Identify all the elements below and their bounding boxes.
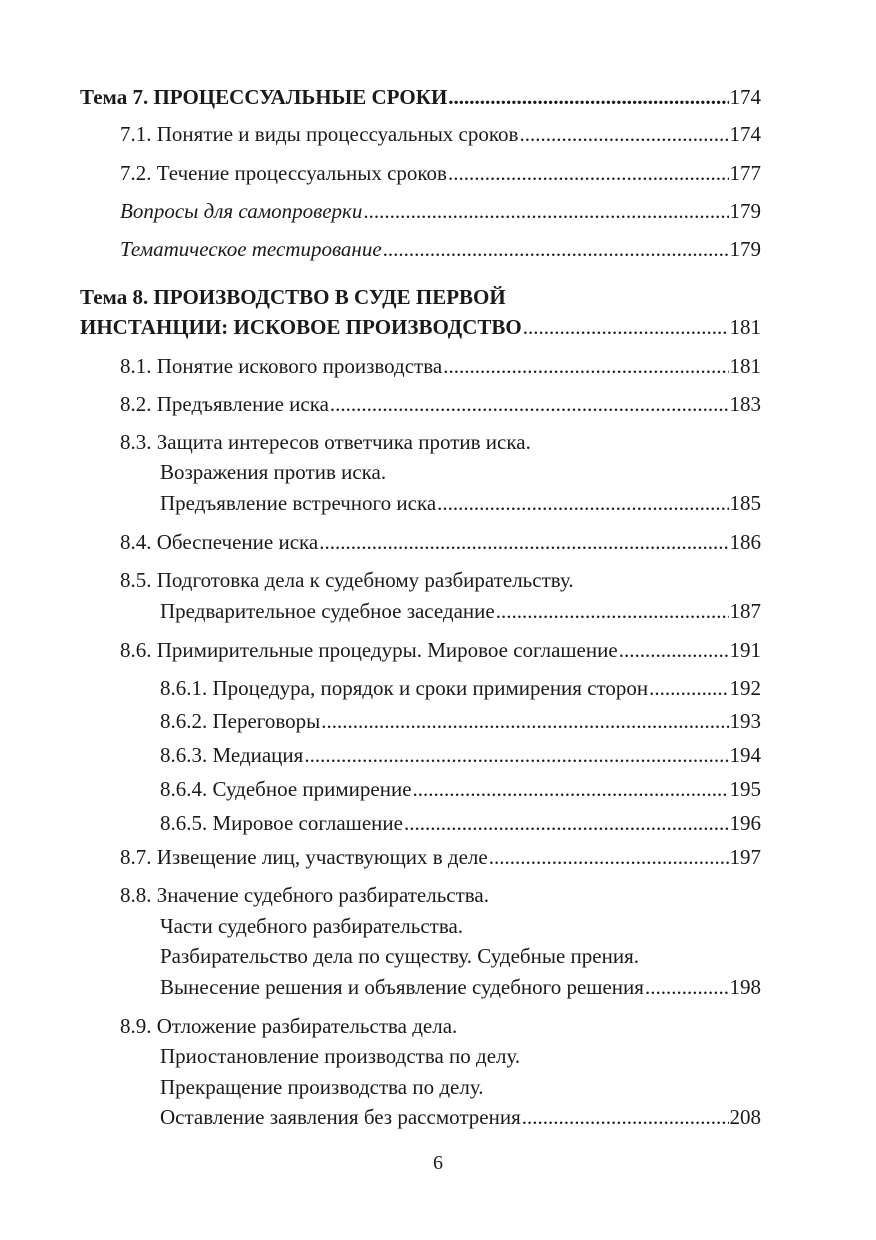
toc-item-8-8-line1: 8.8. Значение судебного разбирательства. <box>120 883 489 907</box>
dot-leader <box>304 740 728 770</box>
dot-leader <box>383 234 729 264</box>
toc-title: Тематическое тестирование <box>120 237 382 261</box>
toc-page: 186 <box>729 530 761 554</box>
toc-item-8-7[interactable] <box>120 842 761 872</box>
toc-page: 174 <box>729 85 761 109</box>
toc-title: Вынесение решения и объявление судебного решения <box>160 975 644 999</box>
toc-title: 8.6.1. Процедура, порядок и сроки примирения сторон <box>160 676 649 700</box>
toc-item-8-9-line1: 8.9. Отложение разбирательства дела. <box>120 1014 458 1038</box>
dot-leader <box>496 596 729 626</box>
dot-leader <box>448 82 728 112</box>
toc-item-8-6-1[interactable] <box>160 673 761 703</box>
toc-page: 179 <box>729 237 761 261</box>
dot-leader <box>443 351 728 381</box>
toc-item-8-6[interactable] <box>120 635 761 665</box>
toc-item-8-9[interactable] <box>160 1102 761 1132</box>
toc-title: 8.7. Извещение лиц, участвующих в деле <box>120 845 488 869</box>
dot-leader <box>489 842 729 872</box>
toc-title: ИНСТАНЦИИ: ИСКОВОЕ ПРОИЗВОДСТВО <box>80 315 522 339</box>
toc-title: 8.6.4. Судебное примирение <box>160 777 412 801</box>
toc-title: 8.6.3. Медиация <box>160 743 304 767</box>
toc-page: 183 <box>729 392 761 416</box>
toc-title: 7.1. Понятие и виды процессуальных сроков <box>120 122 519 146</box>
toc-topic-8-line1: Тема 8. ПРОИЗВОДСТВО В СУДЕ ПЕРВОЙ <box>80 285 506 309</box>
toc-title: Предварительное судебное заседание <box>160 599 495 623</box>
page-number: 6 <box>433 1152 443 1174</box>
toc-title: Вопросы для самопроверки <box>120 199 363 223</box>
toc-item-8-8[interactable] <box>160 972 761 1002</box>
toc-title: 8.6. Примирительные процедуры. Мировое соглашение <box>120 638 618 662</box>
dot-leader <box>363 196 728 226</box>
toc-item-8-6-3[interactable] <box>160 740 761 770</box>
toc-item-8-6-4[interactable] <box>160 774 761 804</box>
toc-item-8-2[interactable] <box>120 389 761 419</box>
toc-page: 197 <box>729 845 761 869</box>
toc-page: 179 <box>729 199 761 223</box>
toc-item-7-1[interactable] <box>120 119 761 149</box>
toc-title: Предъявление встречного иска <box>160 491 437 515</box>
toc-page: 177 <box>729 161 761 185</box>
toc-title: Тема 7. ПРОЦЕССУАЛЬНЫЕ СРОКИ <box>80 85 448 109</box>
toc-item-8-3-line1: 8.3. Защита интересов ответчика против иска. <box>120 430 531 454</box>
toc-item-7-review[interactable] <box>120 196 761 226</box>
toc-item-8-8-line3: Разбирательство дела по существу. Судебные прения. <box>160 944 639 968</box>
toc-title: 7.2. Течение процессуальных сроков <box>120 161 447 185</box>
dot-leader <box>649 673 728 703</box>
toc-item-8-3-line2: Возражения против иска. <box>160 460 387 484</box>
toc-page: 191 <box>729 638 761 662</box>
dot-leader <box>437 488 728 518</box>
dot-leader <box>523 312 729 342</box>
toc-item-8-9-line2: Приостановление производства по делу. <box>160 1044 521 1068</box>
dot-leader <box>645 972 729 1002</box>
toc-title: 8.6.5. Мировое соглашение <box>160 811 403 835</box>
toc-title: 8.1. Понятие искового производства <box>120 354 443 378</box>
toc-item-8-5-line1: 8.5. Подготовка дела к судебному разбирательству. <box>120 568 574 592</box>
toc-item-8-4[interactable] <box>120 527 761 557</box>
dot-leader <box>619 635 729 665</box>
toc-page: 174 <box>729 122 761 146</box>
dot-leader <box>519 119 728 149</box>
toc-item-8-3[interactable] <box>160 488 761 518</box>
dot-leader <box>413 774 729 804</box>
toc-page: 192 <box>729 676 761 700</box>
toc-page: 187 <box>729 599 761 623</box>
toc-page: 196 <box>729 811 761 835</box>
toc-page: 208 <box>729 1105 761 1129</box>
toc-item-7-testing[interactable] <box>120 234 761 264</box>
toc-title: Оставление заявления без рассмотрения <box>160 1105 521 1129</box>
toc-title: 8.4. Обеспечение иска <box>120 530 319 554</box>
toc-page: 198 <box>729 975 761 999</box>
toc-title: 8.2. Предъявление иска <box>120 392 329 416</box>
toc-page: 181 <box>729 315 761 339</box>
dot-leader <box>330 389 729 419</box>
dot-leader <box>404 808 729 838</box>
toc-topic-7[interactable] <box>80 82 761 112</box>
toc-item-8-1[interactable] <box>120 351 761 381</box>
dot-leader <box>321 706 728 736</box>
toc-item-8-9-line3: Прекращение производства по делу. <box>160 1075 484 1099</box>
toc-page: 185 <box>729 491 761 515</box>
toc-item-8-5[interactable] <box>160 596 761 626</box>
toc-item-8-8-line2: Части судебного разбирательства. <box>160 914 464 938</box>
toc-title: 8.6.2. Переговоры <box>160 709 321 733</box>
toc-item-8-6-2[interactable] <box>160 706 761 736</box>
toc-page: 194 <box>729 743 761 767</box>
toc-page: 181 <box>729 354 761 378</box>
toc-item-8-6-5[interactable] <box>160 808 761 838</box>
dot-leader <box>522 1102 729 1132</box>
toc-topic-8[interactable] <box>80 312 761 342</box>
toc-item-7-2[interactable] <box>120 158 761 188</box>
dot-leader <box>448 158 729 188</box>
dot-leader <box>319 527 728 557</box>
toc-page: 193 <box>729 709 761 733</box>
toc-page: 195 <box>729 777 761 801</box>
